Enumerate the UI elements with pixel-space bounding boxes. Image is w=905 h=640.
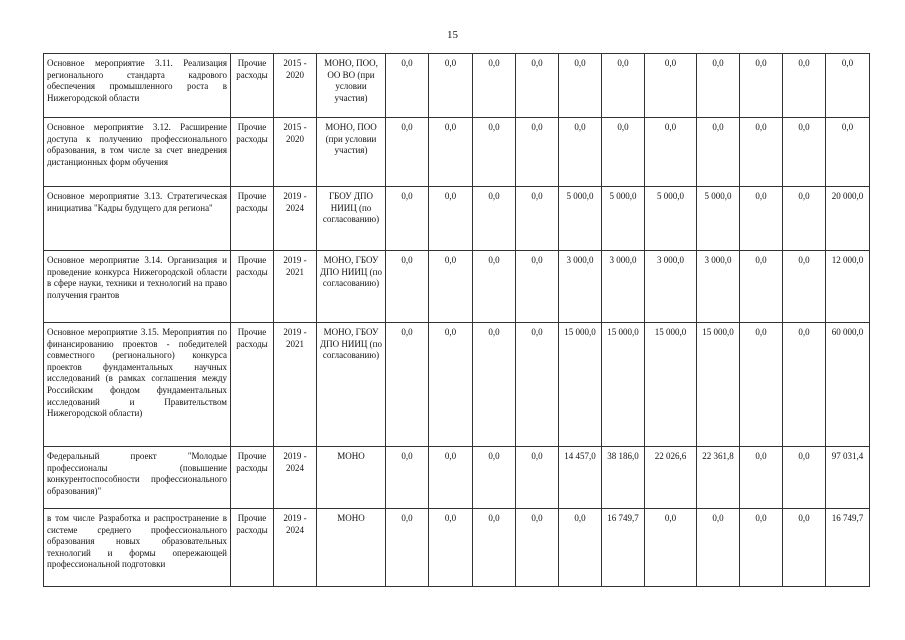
table-row <box>44 447 870 509</box>
amount-cell: 15 000,0 <box>697 323 740 447</box>
amount-cell: 3 000,0 <box>645 251 697 323</box>
amount-cell: 0,0 <box>429 447 473 509</box>
amount-cell: 0,0 <box>429 323 473 447</box>
amount-cell: 22 361,8 <box>697 447 740 509</box>
amount-cell: 0,0 <box>783 118 826 187</box>
amount-cell: 0,0 <box>516 187 559 251</box>
funding-source-cell: Прочие расходы <box>231 118 274 187</box>
amount-cell: 0,0 <box>645 118 697 187</box>
amount-cell: 5 000,0 <box>697 187 740 251</box>
amount-cell: 0,0 <box>697 509 740 587</box>
executor-cell: МОНО, ПОО (при условии участия) <box>317 118 386 187</box>
amount-cell: 0,0 <box>740 54 783 118</box>
amount-cell: 0,0 <box>516 54 559 118</box>
amount-cell: 5 000,0 <box>645 187 697 251</box>
amount-cell: 0,0 <box>740 251 783 323</box>
table-row <box>44 118 870 187</box>
amount-cell: 0,0 <box>473 118 516 187</box>
executor-cell: МОНО <box>317 447 386 509</box>
funding-source-cell: Прочие расходы <box>231 251 274 323</box>
funding-source-cell: Прочие расходы <box>231 447 274 509</box>
amount-cell: 0,0 <box>740 447 783 509</box>
table-row <box>44 509 870 587</box>
amount-cell: 0,0 <box>783 323 826 447</box>
amount-cell: 60 000,0 <box>826 323 870 447</box>
executor-cell: МОНО, ПОО, ОО ВО (при условии участия) <box>317 54 386 118</box>
amount-cell: 97 031,4 <box>826 447 870 509</box>
amount-cell: 0,0 <box>429 509 473 587</box>
period-cell: 2019 - 2024 <box>274 447 317 509</box>
funding-source-cell: Прочие расходы <box>231 509 274 587</box>
amount-cell: 3 000,0 <box>602 251 645 323</box>
amount-cell: 0,0 <box>386 509 429 587</box>
period-cell: 2019 - 2021 <box>274 251 317 323</box>
period-cell: 2015 - 2020 <box>274 118 317 187</box>
amount-cell: 0,0 <box>559 54 602 118</box>
amount-cell: 22 026,6 <box>645 447 697 509</box>
activity-name-cell: Основное мероприятие 3.12. Расширение доступа к получению профессионального образования, в том числе за счет внедрения дистанционных форм обучения <box>44 118 231 187</box>
activity-name-cell: Федеральный проект "Молодые профессионалы (повышение конкурентоспособности профессионального образования)" <box>44 447 231 509</box>
amount-cell: 0,0 <box>473 54 516 118</box>
amount-cell: 0,0 <box>516 447 559 509</box>
executor-cell: МОНО <box>317 509 386 587</box>
amount-cell: 16 749,7 <box>602 509 645 587</box>
amount-cell: 0,0 <box>783 447 826 509</box>
amount-cell: 0,0 <box>602 118 645 187</box>
amount-cell: 0,0 <box>386 118 429 187</box>
amount-cell: 0,0 <box>516 251 559 323</box>
amount-cell: 38 186,0 <box>602 447 645 509</box>
table-row <box>44 187 870 251</box>
amount-cell: 0,0 <box>697 118 740 187</box>
funding-source-cell: Прочие расходы <box>231 187 274 251</box>
amount-cell: 14 457,0 <box>559 447 602 509</box>
amount-cell: 0,0 <box>740 118 783 187</box>
table-row <box>44 323 870 447</box>
activity-name-cell: Основное мероприятие 3.14. Организация и проведение конкурса Нижегородской области в сфере науки, техники и технологий на право получения грантов <box>44 251 231 323</box>
amount-cell: 0,0 <box>697 54 740 118</box>
amount-cell: 0,0 <box>386 447 429 509</box>
amount-cell: 0,0 <box>473 187 516 251</box>
period-cell: 2019 - 2021 <box>274 323 317 447</box>
amount-cell: 5 000,0 <box>602 187 645 251</box>
budget-table <box>43 53 870 587</box>
amount-cell: 15 000,0 <box>559 323 602 447</box>
amount-cell: 5 000,0 <box>559 187 602 251</box>
executor-cell: МОНО, ГБОУ ДПО НИИЦ (по согласованию) <box>317 251 386 323</box>
activity-name-cell: в том числе Разработка и распространение в системе среднего профессионального образования новых образовательных технологий и формы опережающей профессиональной подготовки <box>44 509 231 587</box>
amount-cell: 0,0 <box>473 447 516 509</box>
amount-cell: 0,0 <box>386 54 429 118</box>
activity-name-cell: Основное мероприятие 3.11. Реализация регионального стандарта кадрового обеспечения промышленного роста в Нижегородской области <box>44 54 231 118</box>
amount-cell: 0,0 <box>783 251 826 323</box>
amount-cell: 0,0 <box>516 509 559 587</box>
period-cell: 2015 - 2020 <box>274 54 317 118</box>
amount-cell: 15 000,0 <box>602 323 645 447</box>
executor-cell: ГБОУ ДПО НИИЦ (по согласованию) <box>317 187 386 251</box>
amount-cell: 0,0 <box>386 187 429 251</box>
activity-name-cell: Основное мероприятие 3.15. Мероприятия по финансированию проектов - победителей совместного (регионального) конкурса проектов фундаментальных научных исследований (в рамках соглашения между Российским фондом фундаментальных исследований и Правительством Нижегородской области) <box>44 323 231 447</box>
amount-cell: 3 000,0 <box>697 251 740 323</box>
amount-cell: 0,0 <box>473 509 516 587</box>
activity-name-cell: Основное мероприятие 3.13. Стратегическая инициатива "Кадры будущего для региона" <box>44 187 231 251</box>
amount-cell: 0,0 <box>645 54 697 118</box>
period-cell: 2019 - 2024 <box>274 187 317 251</box>
period-cell: 2019 - 2024 <box>274 509 317 587</box>
amount-cell: 0,0 <box>602 54 645 118</box>
amount-cell: 0,0 <box>559 509 602 587</box>
amount-cell: 0,0 <box>429 118 473 187</box>
amount-cell: 0,0 <box>516 118 559 187</box>
page-number: 15 <box>447 29 458 41</box>
amount-cell: 0,0 <box>386 323 429 447</box>
funding-source-cell: Прочие расходы <box>231 323 274 447</box>
table-row <box>44 54 870 118</box>
funding-source-cell: Прочие расходы <box>231 54 274 118</box>
amount-cell: 0,0 <box>783 54 826 118</box>
amount-cell: 20 000,0 <box>826 187 870 251</box>
amount-cell: 0,0 <box>386 251 429 323</box>
amount-cell: 0,0 <box>473 251 516 323</box>
amount-cell: 0,0 <box>826 54 870 118</box>
amount-cell: 0,0 <box>740 323 783 447</box>
amount-cell: 0,0 <box>826 118 870 187</box>
executor-cell: МОНО, ГБОУ ДПО НИИЦ (по согласованию) <box>317 323 386 447</box>
amount-cell: 0,0 <box>429 251 473 323</box>
amount-cell: 0,0 <box>783 509 826 587</box>
amount-cell: 0,0 <box>783 187 826 251</box>
amount-cell: 0,0 <box>740 509 783 587</box>
amount-cell: 0,0 <box>473 323 516 447</box>
amount-cell: 0,0 <box>429 187 473 251</box>
table-row <box>44 251 870 323</box>
amount-cell: 0,0 <box>559 118 602 187</box>
amount-cell: 0,0 <box>645 509 697 587</box>
amount-cell: 16 749,7 <box>826 509 870 587</box>
amount-cell: 0,0 <box>516 323 559 447</box>
amount-cell: 3 000,0 <box>559 251 602 323</box>
amount-cell: 15 000,0 <box>645 323 697 447</box>
amount-cell: 12 000,0 <box>826 251 870 323</box>
amount-cell: 0,0 <box>740 187 783 251</box>
amount-cell: 0,0 <box>429 54 473 118</box>
